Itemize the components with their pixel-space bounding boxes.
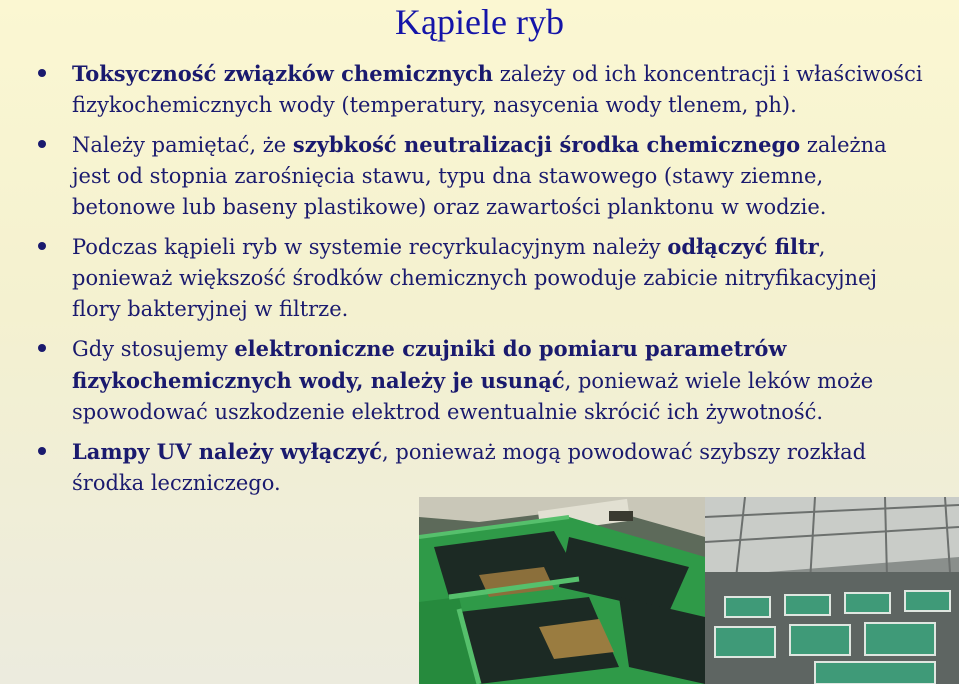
bold-phrase: Toksyczność związków chemicznych	[72, 61, 494, 86]
text-run: Gdy stosujemy	[72, 337, 235, 361]
bullet-dot-icon	[38, 447, 46, 455]
bullet-dot-icon	[38, 242, 46, 250]
bullet-dot-icon	[38, 140, 46, 148]
bold-phrase: elektroniczne czujniki do pomiaru parametrów fizykochemicznych wody, należy je usunąć	[72, 336, 787, 393]
text-run: , ponieważ większość środków chemicznych powoduje zabicie nitryfikacyjnej flory bakteryjnej w filtrze.	[72, 235, 878, 321]
text-run: zależna jest od stopnia zarośnięcia stawu, typu dna stawowego (stawy ziemne, betonowe lub baseny plastikowe) oraz zawartości planktonu w wodzie.	[72, 133, 887, 219]
bold-phrase: szybkość neutralizacji środka chemicznego	[292, 132, 801, 157]
bullet-dot-icon	[38, 344, 46, 352]
bullet-item	[28, 231, 928, 325]
bullet-item	[28, 333, 928, 428]
fish-tanks-photo	[419, 497, 705, 684]
bold-phrase: odłączyć filtr	[667, 234, 819, 259]
bullet-text	[72, 58, 928, 121]
bullet-text	[72, 129, 928, 223]
page-title: Kąpiele ryb	[395, 2, 564, 42]
text-run: Należy pamiętać, że	[72, 133, 293, 157]
bullet-item	[28, 436, 928, 499]
hatchery-hall-photo	[705, 497, 959, 684]
bullet-item	[28, 58, 928, 121]
bold-phrase: Lampy UV należy wyłączyć	[72, 439, 383, 464]
text-run: , ponieważ mogą powodować szybszy rozkład środka leczniczego.	[72, 440, 867, 495]
bullet-item	[28, 129, 928, 223]
text-run: zależy od ich koncentracji i właściwości fizykochemicznych wody (temperatury, nasycenia wody tlenem, ph).	[72, 62, 923, 117]
bullet-dot-icon	[38, 69, 46, 77]
text-run: , ponieważ wiele leków może spowodować uszkodzenie elektrod ewentualnie skrócić ich żywotność.	[72, 369, 874, 424]
bullet-list	[28, 58, 928, 507]
bullet-text	[72, 231, 928, 325]
bullet-text	[72, 333, 928, 428]
bullet-text	[72, 436, 928, 499]
text-run: Podczas kąpieli ryb w systemie recyrkulacyjnym należy	[72, 235, 668, 259]
